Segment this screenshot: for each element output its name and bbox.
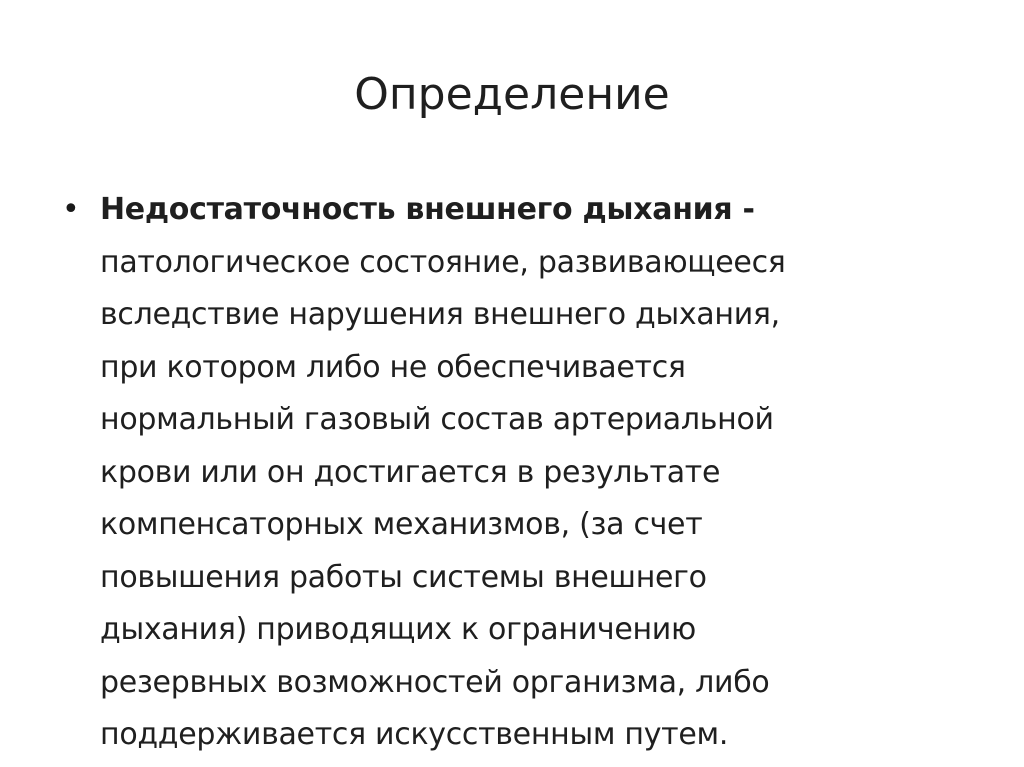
definition-term: Недостаточность внешнего дыхания -	[100, 192, 755, 227]
slide-body	[62, 184, 962, 762]
definition-line-10: поддерживается искусственным путем.	[100, 717, 729, 752]
definition-line-2: вследствие нарушения внешнего дыхания,	[100, 297, 780, 332]
definition-line-8: дыхания) приводящих к ограничению	[100, 612, 696, 647]
bullet-item	[62, 184, 962, 762]
slide-title: Определение	[354, 69, 670, 120]
definition-line-1: патологическое состояние, развивающееся	[100, 244, 786, 280]
definition-line-9: резервных возможностей организма, либо	[100, 664, 770, 700]
definition-line-4: нормальный газовый состав артериальной	[100, 402, 774, 437]
bullet-icon: •	[62, 192, 80, 227]
definition-line-3: при котором либо не обеспечивается	[100, 349, 686, 385]
definition-line-6: компенсаторных механизмов, (за счет	[100, 507, 703, 542]
definition-text	[100, 184, 962, 762]
definition-line-7: повышения работы системы внешнего	[100, 559, 707, 595]
definition-line-5: крови или он достигается в результате	[100, 454, 721, 490]
